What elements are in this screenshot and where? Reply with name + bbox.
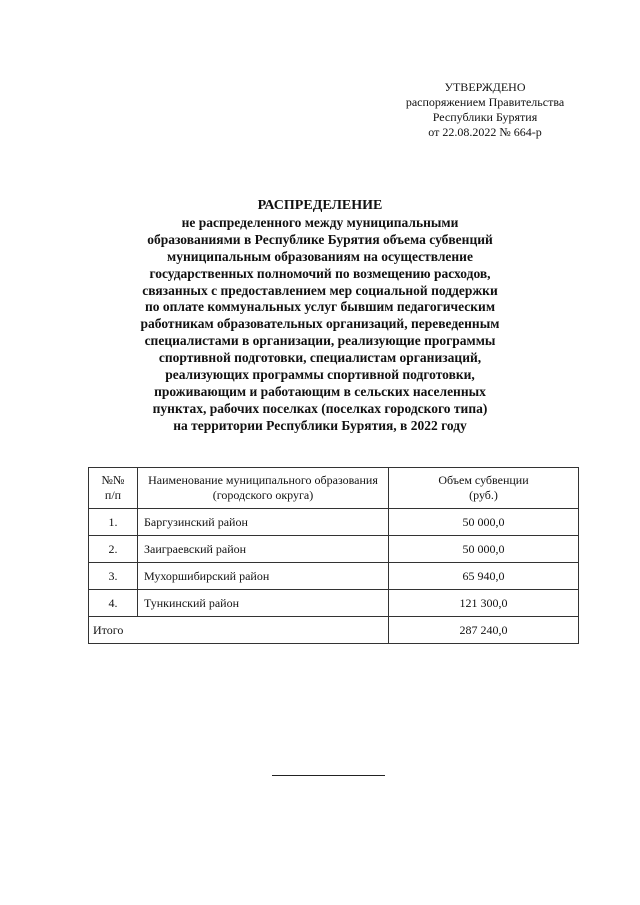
title-line: проживающим и работающим в сельских населенных <box>154 383 486 399</box>
header-municipality-line2: (городского округа) <box>212 488 314 502</box>
header-municipality <box>138 468 389 509</box>
row-municipality: Баргузинский район <box>138 509 389 536</box>
title-line: муниципальным образованиям на осуществление <box>167 248 473 264</box>
approval-date-number: от 22.08.2022 № 664-р <box>428 125 542 139</box>
title-line: реализующих программы спортивной подготовки, <box>165 367 475 383</box>
title-line: не распределенного между муниципальными <box>181 214 459 230</box>
approval-authority: распоряжением Правительства <box>405 95 565 109</box>
row-number: 4. <box>89 590 138 617</box>
row-number: 1. <box>89 509 138 536</box>
row-amount: 65 940,0 <box>389 563 579 590</box>
approval-stamp <box>390 80 580 140</box>
header-municipality-line1: Наименование муниципального образования <box>148 473 378 487</box>
row-municipality: Заиграевский район <box>138 536 389 563</box>
header-number-line1: №№ <box>101 473 125 487</box>
header-amount <box>389 468 579 509</box>
table-header-row <box>89 468 579 509</box>
subvention-distribution-table <box>88 467 579 644</box>
approval-label: УТВЕРЖДЕНО <box>444 80 526 94</box>
title-line: пунктах, рабочих поселках (поселках городского типа) <box>152 400 488 416</box>
row-number: 3. <box>89 563 138 590</box>
row-amount: 121 300,0 <box>389 590 579 617</box>
table-row <box>89 536 579 563</box>
total-amount: 287 240,0 <box>389 617 579 644</box>
header-amount-line2: (руб.) <box>469 488 498 502</box>
row-number: 2. <box>89 536 138 563</box>
row-amount: 50 000,0 <box>389 536 579 563</box>
title-line: на территории Республики Бурятия, в 2022 году <box>173 417 467 433</box>
header-number-line2: п/п <box>104 488 122 502</box>
table-row <box>89 590 579 617</box>
row-municipality: Мухоршибирский район <box>138 563 389 590</box>
header-amount-line1: Объем субвенции <box>438 473 529 487</box>
document-heading: РАСПРЕДЕЛЕНИЕ <box>257 198 383 213</box>
row-amount: 50 000,0 <box>389 509 579 536</box>
title-line: государственных полномочий по возмещению расходов, <box>149 265 491 281</box>
title-line: спортивной подготовки, специалистам организаций, <box>158 350 482 366</box>
document-title-block <box>110 198 530 435</box>
title-line: связанных с предоставлением мер социальной поддержки <box>142 282 498 298</box>
title-line: работникам образовательных организаций, переведенным <box>140 316 500 332</box>
total-label: Итого <box>89 617 389 644</box>
title-line: по оплате коммунальных услуг бывшим педагогическим <box>144 299 496 315</box>
row-municipality: Тункинский район <box>138 590 389 617</box>
header-number <box>89 468 138 509</box>
closing-divider-line <box>272 775 385 776</box>
title-line: образованиями в Республике Бурятия объема субвенций <box>147 231 493 247</box>
table-row <box>89 563 579 590</box>
table-total-row <box>89 617 579 644</box>
approval-region: Республики Бурятия <box>432 110 538 124</box>
title-line: специалистами в организации, реализующие программы <box>144 333 496 349</box>
table-row <box>89 509 579 536</box>
